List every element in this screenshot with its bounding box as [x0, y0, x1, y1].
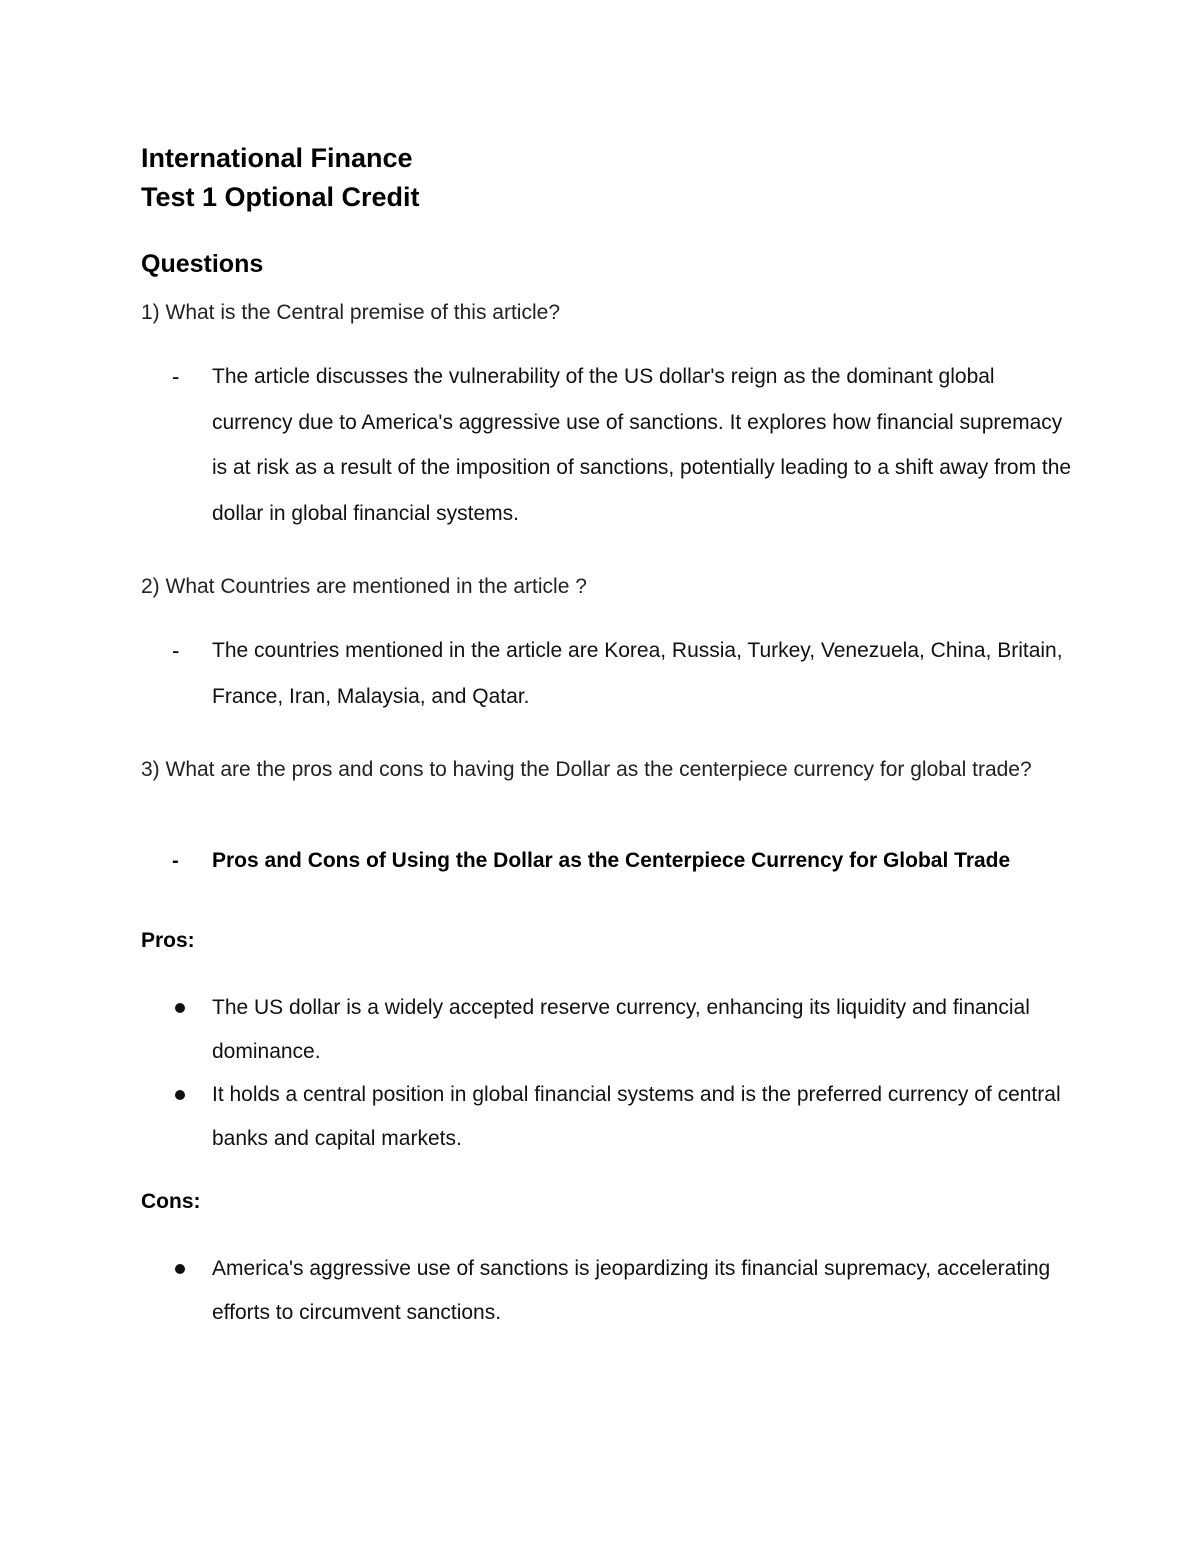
cons-label: Cons: — [141, 1190, 201, 1213]
question-2: 2) What Countries are mentioned in the article ? — [141, 575, 587, 598]
question-3: 3) What are the pros and cons to having the Dollar as the centerpiece currency for global trade? — [141, 758, 1032, 781]
document-subtitle: Test 1 Optional Credit — [141, 182, 420, 212]
dash-marker: - — [172, 850, 179, 872]
pros-cons-subheading: Pros and Cons of Using the Dollar as the Centerpiece Currency for Global Trade — [212, 849, 1011, 872]
document-title: International Finance — [141, 143, 413, 173]
dash-marker: - — [172, 638, 180, 663]
list-item: It holds a central position in global financial systems and is the preferred currency of central banks and capital markets. — [212, 1083, 1061, 1150]
bullet-icon — [175, 1003, 185, 1013]
answer-1: The article discusses the vulnerability of the US dollar's reign as the dominant global currency due to America's aggressive use of sanctions. It explores how financial supremacy is at risk as a result of the imposition of sanctions, potentially leading to a shift away from the dollar in global financial systems. — [212, 365, 1072, 525]
answer-2: The countries mentioned in the article are Korea, Russia, Turkey, Venezuela, China, Britain, France, Iran, Malaysia, and Qatar. — [212, 639, 1063, 708]
list-item: The US dollar is a widely accepted reserve currency, enhancing its liquidity and financial dominance. — [212, 996, 1030, 1063]
question-1: 1) What is the Central premise of this article? — [141, 301, 560, 324]
list-item: America's aggressive use of sanctions is jeopardizing its financial supremacy, accelerating efforts to circumvent sanctions. — [212, 1257, 1051, 1324]
section-heading-questions: Questions — [141, 250, 264, 278]
dash-marker: - — [172, 364, 180, 389]
pros-label: Pros: — [141, 929, 195, 952]
bullet-icon — [175, 1090, 185, 1100]
bullet-icon — [175, 1264, 185, 1274]
